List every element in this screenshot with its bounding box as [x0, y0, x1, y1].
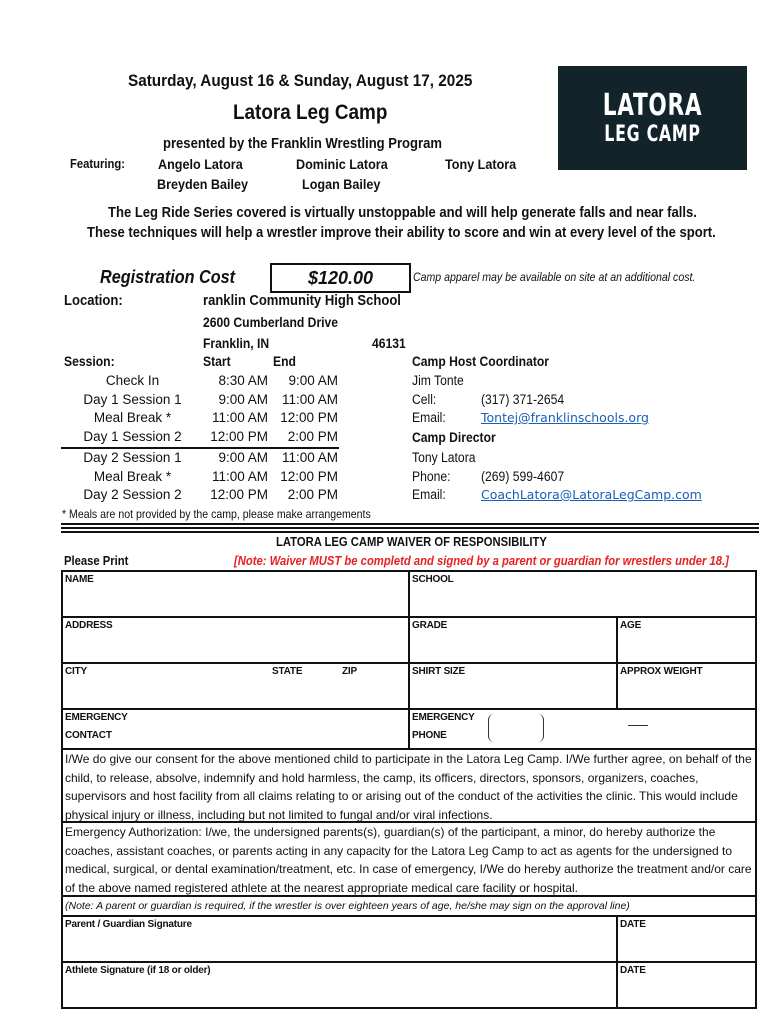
registration-cost — [270, 263, 411, 293]
session-start: 12:00 PM — [210, 429, 268, 444]
location-label: Location: — [64, 293, 123, 309]
emergency-contact-field[interactable] — [61, 708, 410, 750]
session-end: 2:00 PM — [287, 487, 338, 502]
school-field[interactable] — [408, 570, 757, 618]
session-end: 12:00 PM — [280, 410, 338, 425]
director-email-link[interactable]: CoachLatora@LatoraLegCamp.com — [481, 487, 702, 502]
apparel-note: Camp apparel may be available on site at an additional cost. — [413, 270, 696, 284]
session-start: 11:00 AM — [211, 410, 268, 425]
separator-line — [61, 531, 759, 533]
meals-footnote: * Meals are not provided by the camp, please make arrangements — [62, 507, 371, 521]
session-end: 11:00 AM — [281, 392, 338, 407]
area-code-parens — [488, 714, 544, 742]
session-name: Meal Break * — [93, 410, 172, 425]
host-email-link[interactable]: Tontej@franklinschools.org — [481, 410, 649, 425]
address-field[interactable] — [61, 616, 410, 664]
consent-text: I/We do give our consent for the above mentioned child to participate in the Latora Leg Camp. I/We further agree, on behalf of the child, to release, absolve, indemnify and hold harmless, the camp, its officers, directors, sponsors, organizers, coaches, supervisors and host facility from all claims relating to or arising out of the conduct of the activities the clinic. This would include physical injury or illness, including but not limited to fungal and/or viral infections. — [61, 748, 757, 823]
name-field[interactable] — [61, 570, 410, 618]
emergency-authorization-text: Emergency Authorization: I/we, the undersigned parents(s), guardian(s) of the participant, a minor, do hereby authorize the coaches, assistant coaches, or parents acting in any capacity for the Latora Leg Camp to act as agents for the undersigned to medical, surgical, or dental examination/treatment, etc. In case of emergency, I/We do hereby authorize the treatment and/or care of the above named registered athlete at the nearest appropriate medical care facility or hospital. — [61, 821, 757, 897]
event-dates: Saturday, August 16 & Sunday, August 17, 2025 — [128, 71, 473, 90]
featured-wrestler: Tony Latora — [445, 156, 517, 172]
approx-weight-field[interactable] — [616, 662, 757, 710]
grade-field[interactable] — [408, 616, 618, 664]
director-phone: (269) 599-4607 — [481, 469, 565, 484]
session-end: 11:00 AM — [281, 450, 338, 465]
age-field[interactable] — [616, 616, 757, 664]
waiver-title: LATORA LEG CAMP WAIVER OF RESPONSIBILITY — [276, 535, 547, 549]
session-name: Day 1 Session 2 — [83, 429, 182, 444]
host-email-label: Email: — [412, 410, 446, 425]
session-name: Day 2 Session 1 — [83, 450, 182, 465]
parent-signature-field[interactable] — [61, 915, 618, 963]
director-email-label: Email: — [412, 487, 446, 502]
location-name: ranklin Community High School — [203, 293, 401, 309]
parent-date-field[interactable] — [616, 915, 757, 963]
athlete-date-field[interactable] — [616, 961, 757, 1009]
logo-line2: LEG CAMP — [604, 122, 701, 147]
day-divider — [61, 447, 339, 449]
host-cell: (317) 371-2654 — [481, 392, 565, 407]
athlete-date-label: DATE — [620, 965, 646, 976]
session-name: Meal Break * — [93, 469, 172, 484]
waiver-note: [Note: Waiver MUST be completd and signed by a parent or guardian for wrestlers under 18.] — [234, 554, 729, 568]
logo-line1: LATORA — [602, 88, 703, 123]
session-start: 9:00 AM — [218, 392, 268, 407]
grade-label: GRADE — [412, 620, 448, 631]
page-title: Latora Leg Camp — [233, 101, 388, 124]
start-header: Start — [203, 354, 231, 369]
featured-wrestler: Breyden Bailey — [157, 176, 249, 192]
director-phone-label: Phone: — [412, 469, 451, 484]
director-title: Camp Director — [412, 430, 496, 445]
athlete-signature-field[interactable] — [61, 961, 618, 1009]
name-label: NAME — [65, 574, 94, 585]
signature-note: (Note: A parent or guardian is required, if the wrestler is over eighteen years of age, he/she may sign on the approval line) — [61, 895, 757, 917]
parent-signature-label: Parent / Guardian Signature — [65, 919, 192, 930]
age-label: AGE — [620, 620, 642, 631]
athlete-signature-label: Athlete Signature (if 18 or older) — [65, 965, 211, 976]
session-start: 11:00 AM — [211, 469, 268, 484]
zip-label: ZIP — [342, 666, 357, 677]
featured-wrestler: Angelo Latora — [158, 156, 243, 172]
session-name: Check In — [105, 373, 160, 388]
emergency-contact-label-2: CONTACT — [65, 730, 112, 741]
shirt-size-field[interactable] — [408, 662, 618, 710]
host-cell-label: Cell: — [412, 392, 437, 407]
presented-by: presented by the Franklin Wrestling Program — [163, 136, 442, 152]
registration-label: Registration Cost — [100, 267, 236, 287]
city-state-zip-field[interactable] — [61, 662, 410, 710]
session-start: 12:00 PM — [210, 487, 268, 502]
address-label: ADDRESS — [65, 620, 113, 631]
host-title: Camp Host Coordinator — [412, 354, 550, 369]
featuring-label: Featuring: — [70, 157, 125, 171]
session-start: 9:00 AM — [218, 450, 268, 465]
parent-date-label: DATE — [620, 919, 646, 930]
session-label: Session: — [64, 354, 115, 369]
approx-weight-label: APPROX WEIGHT — [620, 666, 703, 677]
city-label: CITY — [65, 666, 87, 677]
emergency-contact-label-1: EMERGENCY — [65, 712, 128, 723]
cost-value: $120.00 — [307, 268, 374, 288]
camp-logo — [558, 66, 747, 170]
session-end: 2:00 PM — [287, 429, 338, 444]
separator-line — [61, 527, 759, 529]
location-street: 2600 Cumberland Drive — [203, 315, 339, 330]
description-line1: The Leg Ride Series covered is virtually unstoppable and will help generate falls and near falls. — [108, 205, 697, 221]
school-label: SCHOOL — [412, 574, 454, 585]
location-city-state: Franklin, IN — [203, 336, 270, 351]
featured-wrestler: Dominic Latora — [296, 156, 388, 172]
emergency-phone-field[interactable] — [408, 708, 757, 750]
session-name: Day 2 Session 2 — [83, 487, 182, 502]
shirt-size-label: SHIRT SIZE — [412, 666, 466, 677]
session-end: 12:00 PM — [280, 469, 338, 484]
end-header: End — [273, 354, 296, 369]
featured-wrestler: Logan Bailey — [302, 176, 381, 192]
state-label: STATE — [272, 666, 303, 677]
phone-dash — [628, 725, 648, 726]
session-end: 9:00 AM — [288, 373, 338, 388]
separator-line — [61, 523, 759, 525]
session-name: Day 1 Session 1 — [83, 392, 182, 407]
session-start: 8:30 AM — [218, 373, 268, 388]
description-line2: These techniques will help a wrestler improve their ability to score and win at every level of the sport. — [87, 225, 716, 241]
host-name: Jim Tonte — [412, 373, 464, 388]
emergency-phone-label-1: EMERGENCY — [412, 712, 475, 723]
please-print: Please Print — [64, 554, 129, 568]
location-zip: 46131 — [372, 336, 406, 351]
director-name: Tony Latora — [412, 450, 476, 465]
emergency-phone-label-2: PHONE — [412, 730, 447, 741]
